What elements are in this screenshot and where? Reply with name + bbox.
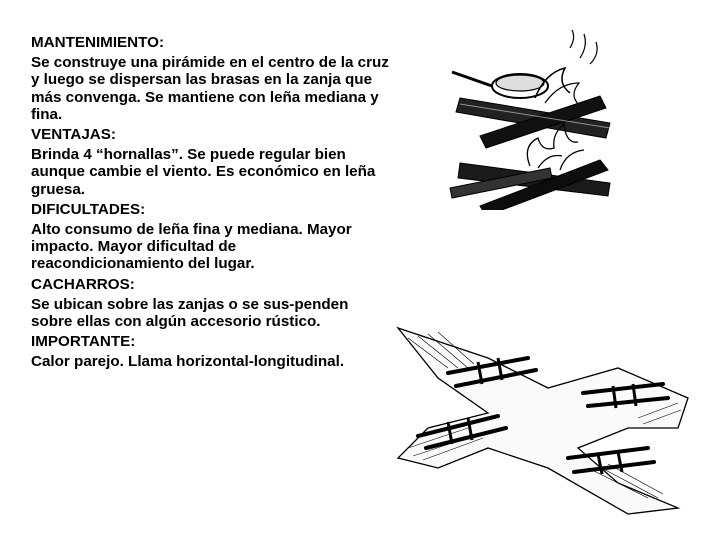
text-column [31, 34, 393, 374]
heading-ventajas: VENTAJAS: [31, 126, 116, 144]
body-cacharros: Se ubican sobre las zanjas o se sus-penden sobre ellas con algún accesorio rústico. [31, 295, 349, 331]
campfire-pan-illustration [420, 28, 620, 210]
body-mantenimiento: Se construye una pirámide en el centro de la cruz y luego se dispersan las brasas en la zanja que más convenga. Se mantiene con leña mediana y fina. [31, 54, 389, 123]
heading-mantenimiento: MANTENIMIENTO: [31, 34, 165, 51]
heading-dificultades: DIFICULTADES: [31, 200, 146, 218]
body-dificultades: Alto consumo de leña fina y mediana. Mayor impacto. Mayor dificultad de reacondicionamiento del lugar. [31, 221, 352, 273]
heading-importante: IMPORTANTE: [31, 333, 136, 351]
cross-trench-illustration [378, 318, 714, 516]
body-ventajas: Brinda 4 “hornallas”. Se puede regular bien aunque cambie el viento. Es económico en leña gruesa. [31, 146, 376, 198]
heading-cacharros: CACHARROS: [31, 275, 135, 293]
body-importante: Calor parejo. Llama horizontal-longitudinal. [31, 353, 345, 371]
